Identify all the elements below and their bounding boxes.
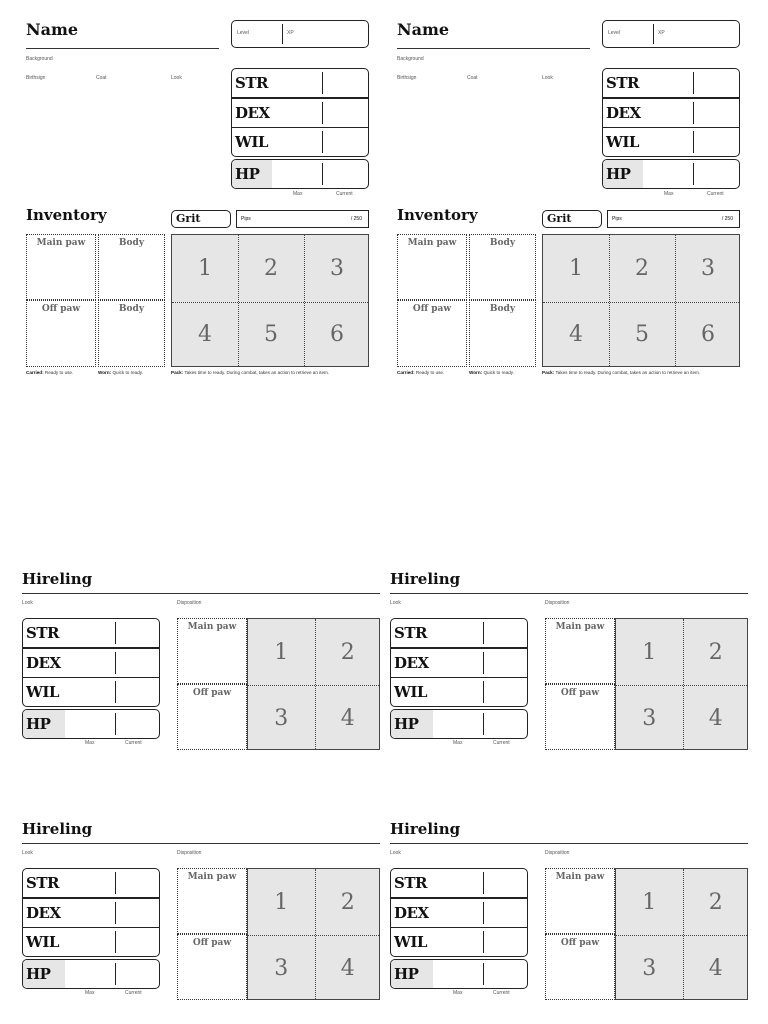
hp-divider xyxy=(693,163,694,185)
stat-divider xyxy=(115,931,116,953)
off-paw-label: Off paw xyxy=(412,304,452,314)
stat-row-str[interactable] xyxy=(602,68,740,98)
stat-label-str: STR xyxy=(394,624,427,642)
hireling-slot-2[interactable]: 2 xyxy=(708,889,723,915)
body-label: Body xyxy=(118,238,145,248)
main-paw-label: Main paw xyxy=(187,872,237,882)
hireling-max-label: Max xyxy=(453,990,463,996)
name-title: Name xyxy=(26,20,79,39)
character-sheet-2 xyxy=(397,20,747,390)
pips-box[interactable] xyxy=(607,210,740,228)
hireling-slot-2[interactable]: 2 xyxy=(340,889,355,915)
inventory-title: Inventory xyxy=(397,206,478,224)
stat-row-dex[interactable] xyxy=(22,898,160,928)
hireling-slot-1[interactable]: 1 xyxy=(274,639,289,665)
hireling-title: Hireling xyxy=(390,820,461,838)
xp-label: XP xyxy=(287,30,294,36)
hireling-sheet-2 xyxy=(390,570,750,755)
hp-divider xyxy=(322,163,323,185)
hp-divider xyxy=(483,713,484,735)
stat-block xyxy=(231,68,369,158)
pack-slot-1[interactable]: 1 xyxy=(198,255,212,281)
hireling-off-paw-slot[interactable] xyxy=(545,684,615,750)
hireling-hp-row[interactable] xyxy=(22,709,160,739)
hireling-look-label: Look xyxy=(22,600,33,606)
stat-row-str[interactable] xyxy=(22,868,160,898)
hireling-main-paw-slot[interactable] xyxy=(545,618,615,684)
stat-row-str[interactable] xyxy=(22,618,160,648)
hireling-slot-2[interactable]: 2 xyxy=(708,639,723,665)
stat-label-str: STR xyxy=(26,624,59,642)
stat-divider xyxy=(693,131,694,153)
stat-divider xyxy=(483,902,484,924)
carried-note: Carried: Ready to use. xyxy=(26,370,74,375)
hireling-max-label: Max xyxy=(85,740,95,746)
stat-divider xyxy=(322,102,323,124)
main-paw-label: Main paw xyxy=(555,872,605,882)
stat-label-dex: DEX xyxy=(26,653,61,672)
stat-label-wil: WIL xyxy=(394,683,427,701)
stat-block xyxy=(602,68,740,158)
hireling-hp-label: HP xyxy=(394,965,419,983)
stat-label-wil: WIL xyxy=(394,933,427,951)
hireling-inventory-grid xyxy=(615,868,748,1000)
pack-slot-6[interactable]: 6 xyxy=(701,322,715,348)
off-paw-label: Off paw xyxy=(560,938,600,948)
hireling-inventory-grid xyxy=(247,868,380,1000)
hireling-name-line[interactable] xyxy=(22,843,380,844)
hireling-disposition-label: Disposition xyxy=(177,600,202,606)
grit-box[interactable] xyxy=(171,210,231,228)
stat-divider xyxy=(115,622,116,644)
stat-label-str: STR xyxy=(26,874,59,892)
inventory-title: Inventory xyxy=(26,206,107,224)
stat-divider xyxy=(115,872,116,894)
off-paw-label: Off paw xyxy=(41,304,81,314)
hireling-sheet-4 xyxy=(390,820,750,1005)
birthsign-label: Birthsign xyxy=(397,75,417,81)
hireling-name-line[interactable] xyxy=(390,593,748,594)
stat-row-str[interactable] xyxy=(231,68,369,98)
stat-label-wil: WIL xyxy=(26,683,59,701)
hireling-inventory-grid xyxy=(247,618,380,750)
hireling-disposition-label: Disposition xyxy=(545,600,570,606)
hp-current-label: Current xyxy=(336,191,353,197)
off-paw-label: Off paw xyxy=(560,688,600,698)
hireling-slot-4[interactable]: 4 xyxy=(708,955,723,981)
pack-slot-3[interactable]: 3 xyxy=(330,255,344,281)
off-paw-label: Off paw xyxy=(192,938,232,948)
hireling-hp-row[interactable] xyxy=(390,959,528,989)
grit-label: Grit xyxy=(547,212,572,225)
stat-divider xyxy=(483,652,484,674)
stat-label-dex: DEX xyxy=(606,103,641,122)
pack-slot-3[interactable]: 3 xyxy=(701,255,715,281)
pack-slot-5[interactable]: 5 xyxy=(264,322,278,348)
pack-note: Pack: Takes time to ready. During combat, takes an action to retrieve an item. xyxy=(171,370,330,375)
worn-note: Worn: Quick to ready. xyxy=(469,370,515,375)
stat-label-str: STR xyxy=(606,74,639,92)
hireling-current-label: Current xyxy=(125,740,142,746)
level-label: Level xyxy=(237,30,249,36)
hp-divider xyxy=(483,963,484,985)
hireling-disposition-label: Disposition xyxy=(545,850,570,856)
character-sheet-1 xyxy=(26,20,376,390)
stat-row-dex[interactable] xyxy=(231,98,369,128)
hp-divider xyxy=(115,713,116,735)
stat-row-wil[interactable] xyxy=(22,927,160,957)
pips-box[interactable] xyxy=(236,210,369,228)
level-xp-box[interactable] xyxy=(231,20,369,48)
main-paw-label: Main paw xyxy=(187,622,237,632)
hireling-slot-3[interactable]: 3 xyxy=(274,705,289,731)
hireling-title: Hireling xyxy=(390,570,461,588)
hireling-disposition-label: Disposition xyxy=(177,850,202,856)
stat-divider xyxy=(115,652,116,674)
hireling-sheet-1 xyxy=(22,570,382,755)
stat-label-str: STR xyxy=(394,874,427,892)
stat-row-dex[interactable] xyxy=(390,898,528,928)
hireling-slot-4[interactable]: 4 xyxy=(708,705,723,731)
hp-max-label: Max xyxy=(664,191,674,197)
stat-divider xyxy=(483,931,484,953)
pack-note: Pack: Takes time to ready. During combat, takes an action to retrieve an item. xyxy=(542,370,701,375)
hireling-slot-1[interactable]: 1 xyxy=(642,639,657,665)
hireling-stat-block xyxy=(22,868,160,956)
hireling-name-line[interactable] xyxy=(390,843,748,844)
stat-divider xyxy=(483,872,484,894)
stat-row-wil[interactable] xyxy=(390,927,528,957)
hireling-slot-1[interactable]: 1 xyxy=(274,889,289,915)
pack-slot-2[interactable]: 2 xyxy=(264,255,278,281)
hp-row[interactable] xyxy=(602,159,740,189)
hireling-off-paw-slot[interactable] xyxy=(545,934,615,1000)
hp-max-label: Max xyxy=(293,191,303,197)
hireling-slot-3[interactable]: 3 xyxy=(642,955,657,981)
off-paw-slot[interactable] xyxy=(26,300,96,367)
off-paw-label: Off paw xyxy=(192,688,232,698)
coat-label: Coat xyxy=(96,75,107,81)
body-slot-1[interactable] xyxy=(98,234,165,300)
pips-label: Pips xyxy=(612,216,622,222)
main-paw-slot[interactable] xyxy=(397,234,467,300)
pack-slot-2[interactable]: 2 xyxy=(635,255,649,281)
stat-label-dex: DEX xyxy=(394,903,429,922)
hireling-slot-1[interactable]: 1 xyxy=(642,889,657,915)
name-title: Name xyxy=(397,20,450,39)
hireling-stat-block xyxy=(390,618,528,706)
level-label: Level xyxy=(608,30,620,36)
hireling-hp-row[interactable] xyxy=(390,709,528,739)
name-line[interactable] xyxy=(26,48,219,49)
hireling-hp-label: HP xyxy=(26,965,51,983)
body-label: Body xyxy=(489,304,516,314)
stat-divider xyxy=(322,72,323,94)
hireling-hp-label: HP xyxy=(394,715,419,733)
body-slot-1[interactable] xyxy=(469,234,536,300)
hireling-title: Hireling xyxy=(22,820,93,838)
stat-row-wil[interactable] xyxy=(231,127,369,157)
stat-row-dex[interactable] xyxy=(602,98,740,128)
hireling-main-paw-slot[interactable] xyxy=(177,618,247,684)
hireling-slot-2[interactable]: 2 xyxy=(340,639,355,665)
stat-label-dex: DEX xyxy=(26,903,61,922)
pack-grid xyxy=(542,234,740,367)
hireling-main-paw-slot[interactable] xyxy=(545,868,615,934)
stat-label-wil: WIL xyxy=(26,933,59,951)
stat-row-str[interactable] xyxy=(390,868,528,898)
off-paw-slot[interactable] xyxy=(397,300,467,367)
level-xp-divider xyxy=(282,24,283,44)
look-label: Look xyxy=(542,75,553,81)
background-label: Background xyxy=(397,56,424,62)
stat-label-str: STR xyxy=(235,74,268,92)
pack-slot-4[interactable]: 4 xyxy=(569,322,583,348)
name-line[interactable] xyxy=(397,48,590,49)
stat-divider xyxy=(483,681,484,703)
hireling-sheet-3 xyxy=(22,820,382,1005)
hireling-name-line[interactable] xyxy=(22,593,380,594)
hireling-current-label: Current xyxy=(125,990,142,996)
hireling-main-paw-slot[interactable] xyxy=(177,868,247,934)
birthsign-label: Birthsign xyxy=(26,75,46,81)
pack-slot-6[interactable]: 6 xyxy=(330,322,344,348)
hireling-slot-3[interactable]: 3 xyxy=(274,955,289,981)
hireling-look-label: Look xyxy=(390,600,401,606)
stat-label-wil: WIL xyxy=(235,133,268,151)
main-paw-label: Main paw xyxy=(407,238,457,248)
body-label: Body xyxy=(118,304,145,314)
stat-row-wil[interactable] xyxy=(602,127,740,157)
hireling-look-label: Look xyxy=(22,850,33,856)
stat-label-wil: WIL xyxy=(606,133,639,151)
pack-slot-5[interactable]: 5 xyxy=(635,322,649,348)
pack-slot-4[interactable]: 4 xyxy=(198,322,212,348)
look-label: Look xyxy=(171,75,182,81)
coat-label: Coat xyxy=(467,75,478,81)
stat-row-dex[interactable] xyxy=(22,648,160,678)
pack-grid xyxy=(171,234,369,367)
pips-label: Pips xyxy=(241,216,251,222)
stat-divider xyxy=(115,902,116,924)
hireling-off-paw-slot[interactable] xyxy=(177,934,247,1000)
pips-max: / 250 xyxy=(350,216,362,222)
hireling-inventory-grid xyxy=(615,618,748,750)
stat-label-dex: DEX xyxy=(235,103,270,122)
carried-note: Carried: Ready to use. xyxy=(397,370,445,375)
pips-max: / 250 xyxy=(721,216,733,222)
hireling-look-label: Look xyxy=(390,850,401,856)
hireling-slot-4[interactable]: 4 xyxy=(340,955,355,981)
body-slot-2[interactable] xyxy=(469,300,536,367)
worn-note: Worn: Quick to ready. xyxy=(98,370,144,375)
grit-label: Grit xyxy=(176,212,201,225)
stat-divider xyxy=(693,72,694,94)
hireling-max-label: Max xyxy=(85,990,95,996)
hireling-slot-3[interactable]: 3 xyxy=(642,705,657,731)
hireling-stat-block xyxy=(390,868,528,956)
hireling-current-label: Current xyxy=(493,740,510,746)
hireling-hp-row[interactable] xyxy=(22,959,160,989)
main-paw-label: Main paw xyxy=(555,622,605,632)
stat-row-str[interactable] xyxy=(390,618,528,648)
hp-label: HP xyxy=(606,165,631,183)
hireling-hp-label: HP xyxy=(26,715,51,733)
stat-row-dex[interactable] xyxy=(390,648,528,678)
stat-divider xyxy=(115,681,116,703)
hp-row[interactable] xyxy=(231,159,369,189)
main-paw-slot[interactable] xyxy=(26,234,96,300)
xp-label: XP xyxy=(658,30,665,36)
stat-label-dex: DEX xyxy=(394,653,429,672)
hp-label: HP xyxy=(235,165,260,183)
stat-row-wil[interactable] xyxy=(390,677,528,707)
stat-divider xyxy=(483,622,484,644)
hireling-current-label: Current xyxy=(493,990,510,996)
level-xp-divider xyxy=(653,24,654,44)
main-paw-label: Main paw xyxy=(36,238,86,248)
stat-row-wil[interactable] xyxy=(22,677,160,707)
hireling-slot-4[interactable]: 4 xyxy=(340,705,355,731)
body-label: Body xyxy=(489,238,516,248)
pack-slot-1[interactable]: 1 xyxy=(569,255,583,281)
hireling-title: Hireling xyxy=(22,570,93,588)
body-slot-2[interactable] xyxy=(98,300,165,367)
level-xp-box[interactable] xyxy=(602,20,740,48)
hireling-stat-block xyxy=(22,618,160,706)
hp-divider xyxy=(115,963,116,985)
background-label: Background xyxy=(26,56,53,62)
hireling-max-label: Max xyxy=(453,740,463,746)
hp-current-label: Current xyxy=(707,191,724,197)
stat-divider xyxy=(693,102,694,124)
grit-box[interactable] xyxy=(542,210,602,228)
hireling-off-paw-slot[interactable] xyxy=(177,684,247,750)
stat-divider xyxy=(322,131,323,153)
